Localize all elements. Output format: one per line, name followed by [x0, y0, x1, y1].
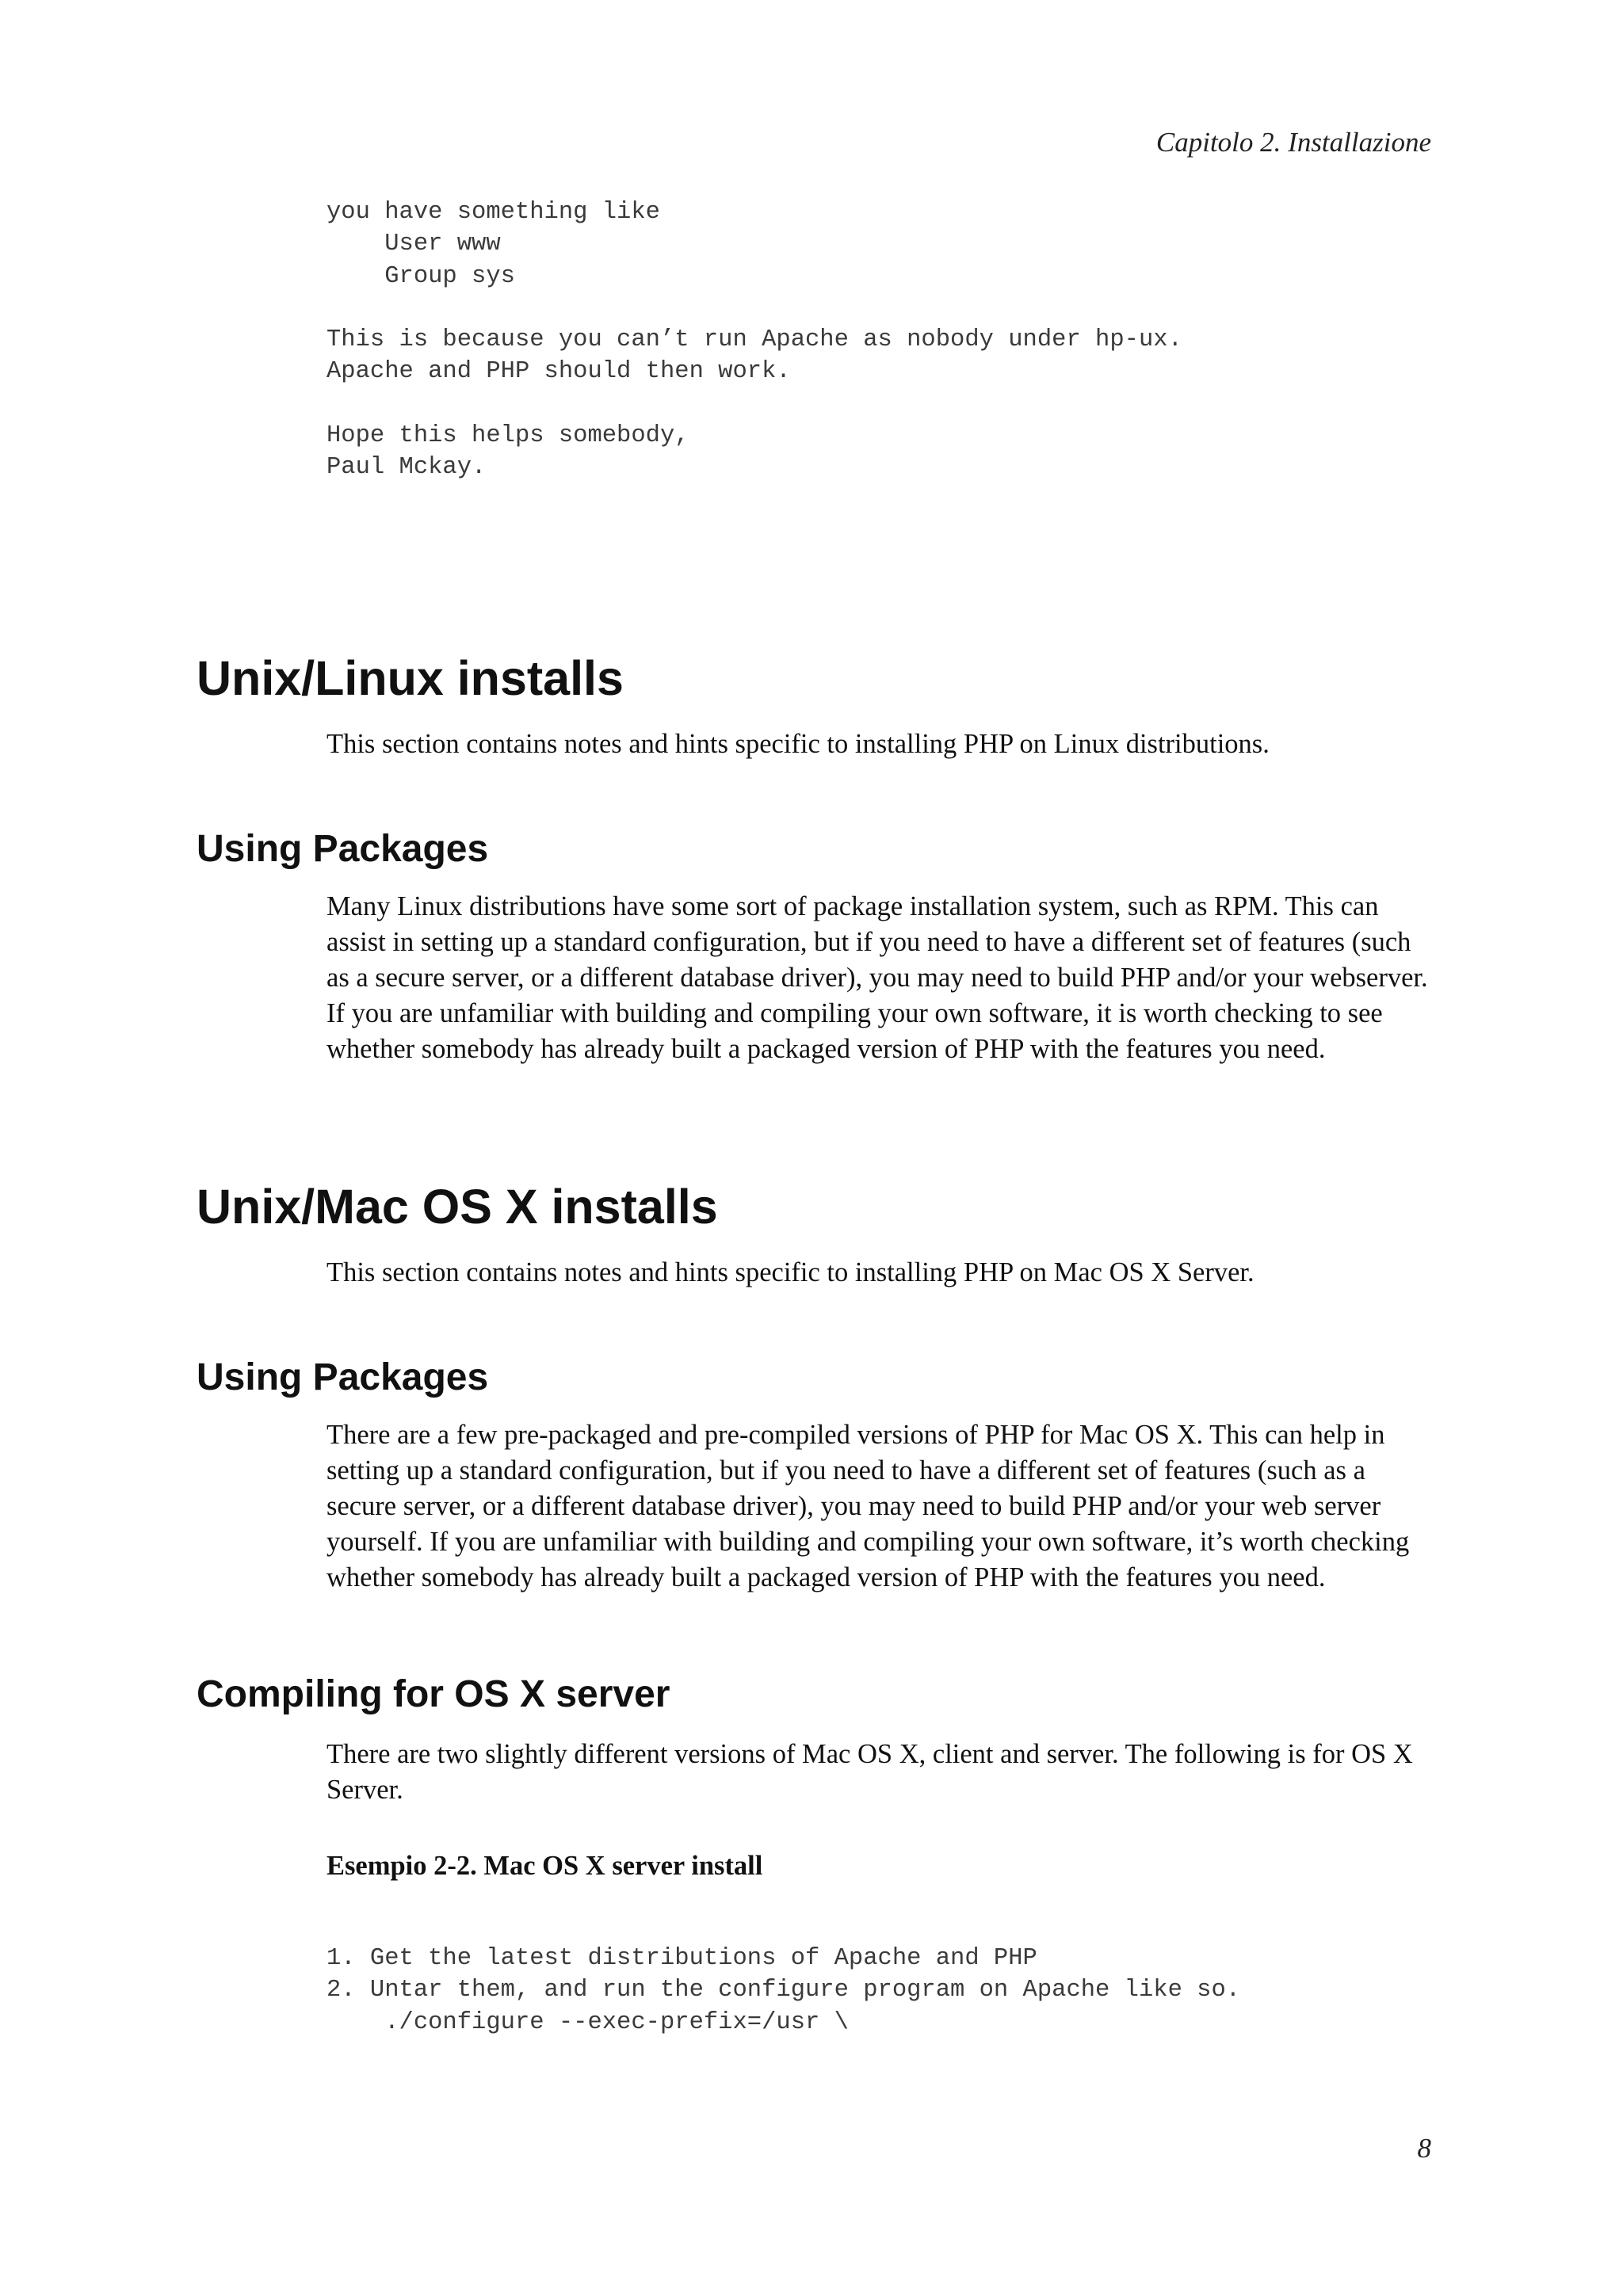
- code-block-osx-install-steps: 1. Get the latest distributions of Apache and PHP 2. Untar them, and run the configure program on Apache like so. ./configure --exec-prefix=/usr \: [327, 1945, 1241, 2036]
- text-line: setting up a standard configuration, but if you need to have a different set of features (such as a: [327, 1455, 1365, 1486]
- heading-linux-using-packages: Using Packages: [197, 828, 489, 870]
- text-line: Many Linux distributions have some sort of package installation system, such as RPM. This can: [327, 891, 1379, 921]
- text-line: yourself. If you are unfamiliar with building and compiling your own software, it’s worth checking: [327, 1527, 1410, 1557]
- heading-compiling-osx-server: Compiling for OS X server: [197, 1673, 670, 1715]
- running-head: Capitolo 2. Installazione: [1155, 127, 1431, 158]
- text-line: If you are unfamiliar with building and compiling your own software, it is worth checking to see: [327, 998, 1383, 1028]
- heading-unix-macosx-installs: Unix/Mac OS X installs: [197, 1180, 718, 1234]
- macosx-packages-paragraph: [327, 1417, 1436, 1596]
- text-line: as a secure server, or a different database driver), you may need to build PHP and/or your webserver.: [327, 963, 1428, 993]
- compiling-paragraph: [327, 1737, 1436, 1808]
- text-line: There are a few pre-packaged and pre-compiled versions of PHP for Mac OS X. This can help in: [327, 1420, 1385, 1450]
- text-line: Server.: [327, 1775, 403, 1805]
- linux-intro-paragraph: This section contains notes and hints specific to installing PHP on Linux distributions.: [327, 729, 1270, 759]
- code-block-hpux-note: you have something like User www Group sys This is because you can’t run Apache as nobody under hp-ux. Apache and PHP should then work. Hope this helps somebody, Paul Mckay.: [327, 199, 1182, 482]
- heading-macosx-using-packages: Using Packages: [197, 1356, 489, 1398]
- text-line: whether somebody has already built a packaged version of PHP with the features you need.: [327, 1562, 1326, 1592]
- text-line: whether somebody has already built a packaged version of PHP with the features you need.: [327, 1034, 1326, 1064]
- macosx-intro-paragraph: This section contains notes and hints specific to installing PHP on Mac OS X Server.: [327, 1257, 1254, 1287]
- linux-packages-paragraph: [327, 889, 1436, 1067]
- heading-unix-linux-installs: Unix/Linux installs: [197, 651, 624, 705]
- text-line: secure server, or a different database driver), you may need to build PHP and/or your web server: [327, 1491, 1381, 1521]
- text-line: assist in setting up a standard configuration, but if you need to have a different set of features (such: [327, 927, 1411, 957]
- text-line: There are two slightly different versions of Mac OS X, client and server. The following is for OS X: [327, 1739, 1413, 1769]
- example-title: Esempio 2-2. Mac OS X server install: [327, 1851, 763, 1881]
- page-number: 8: [1417, 2133, 1431, 2164]
